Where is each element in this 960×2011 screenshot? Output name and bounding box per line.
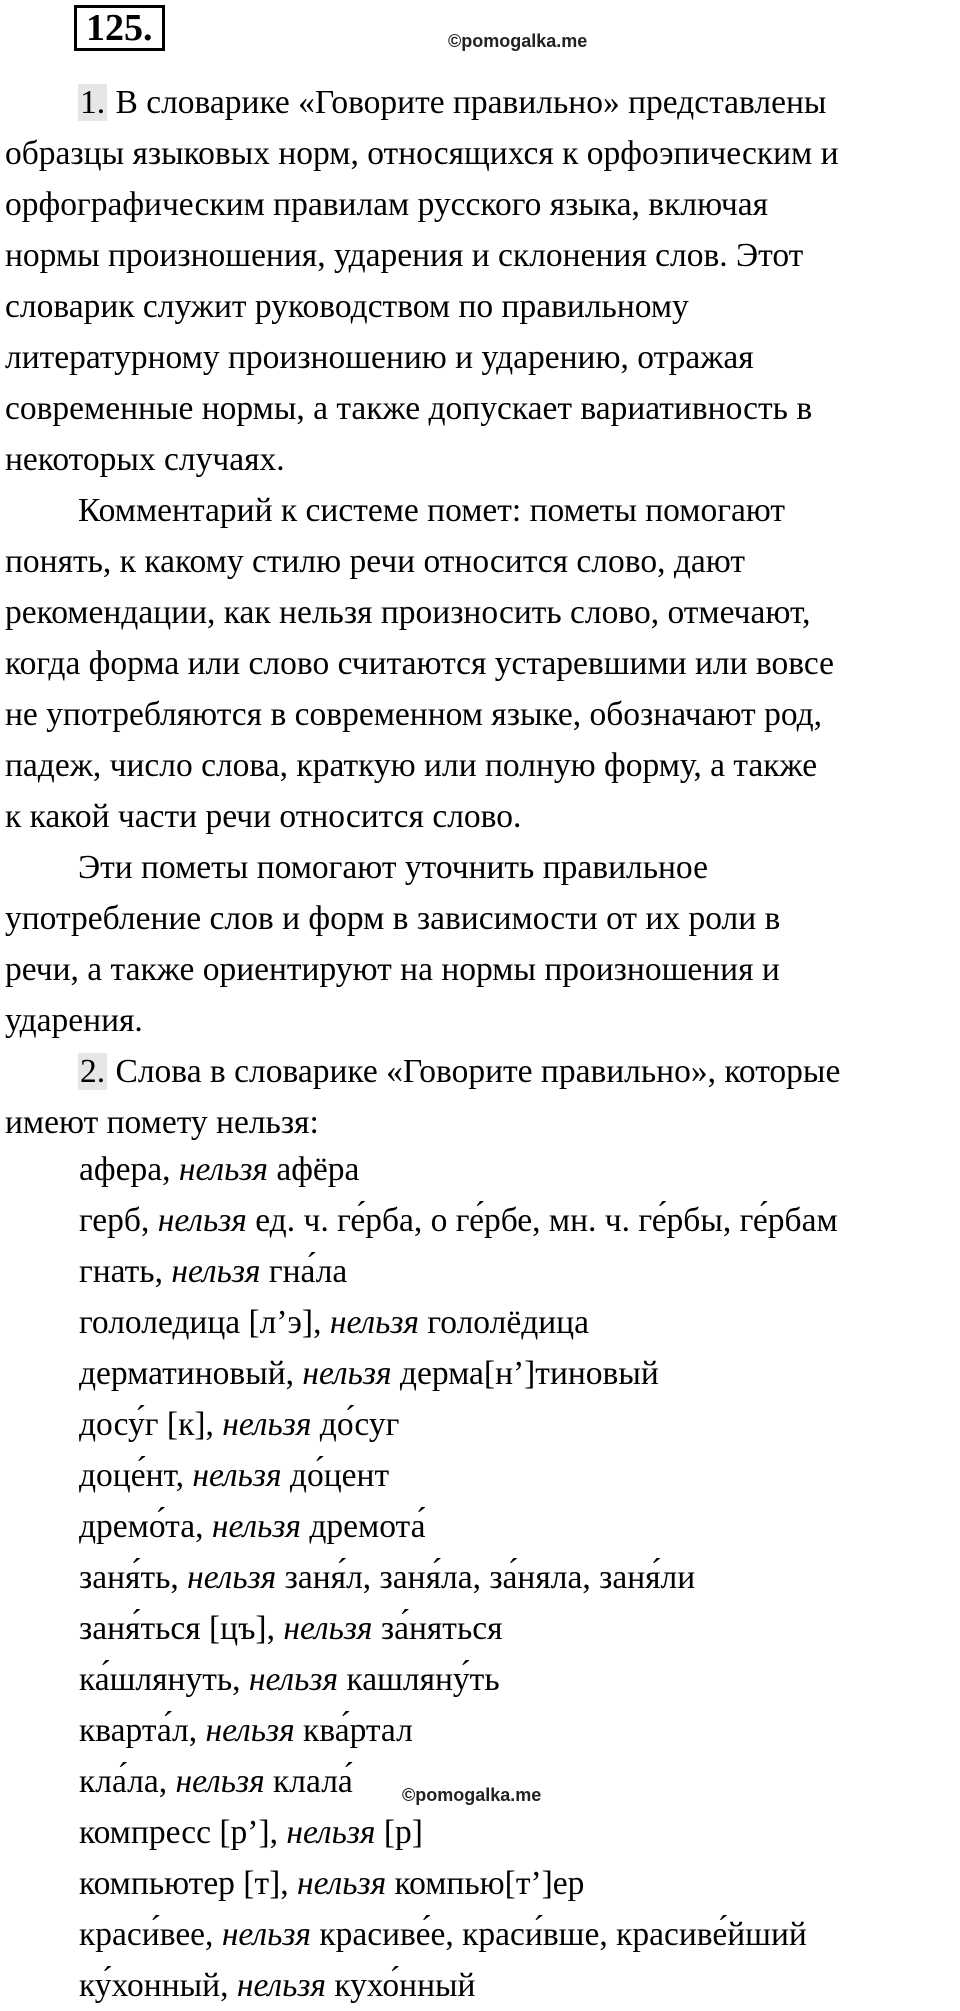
nelzya-label: нельзя xyxy=(171,1253,261,1290)
text-line: 2. Слова в словарике «Говорите правильно», которые xyxy=(80,1053,841,1090)
list-item: заня́ться [цъ], нельзя за́няться xyxy=(79,1610,503,1647)
list-item: герб, нельзя ед. ч. ге́рба, о ге́рбе, мн. ч. ге́рбы, ге́рбам xyxy=(79,1202,838,1239)
text-line: современные нормы, а также допускает вариативность в xyxy=(5,390,813,427)
nelzya-label: нельзя xyxy=(205,1712,295,1749)
text-line: Эти пометы помогают уточнить правильное xyxy=(78,849,708,886)
nelzya-label: нельзя xyxy=(211,1508,301,1545)
exercise-number: 125. xyxy=(74,5,165,51)
nelzya-label: нельзя xyxy=(302,1355,392,1392)
nelzya-label: нельзя xyxy=(221,1916,311,1953)
text-line: падеж, число слова, краткую или полную форму, а также xyxy=(5,747,818,784)
text-line: когда форма или слово считаются устаревшими или вовсе xyxy=(5,645,835,682)
part1-paragraph xyxy=(5,77,957,485)
list-item: заня́ть, нельзя заня́л, заня́ла, за́няла, заня́ли xyxy=(79,1559,696,1596)
text-line: к какой части речи относится слово. xyxy=(5,798,522,835)
list-item: доце́нт, нельзя до́цент xyxy=(79,1457,390,1494)
text-line: 1. В словарике «Говорите правильно» представлены xyxy=(80,84,827,121)
text-line: рекомендации, как нельзя произносить слово, отмечают, xyxy=(5,594,811,631)
text-line: словарик служит руководством по правильному xyxy=(5,288,689,325)
list-item: ка́шлянуть, нельзя кашляну́ть xyxy=(79,1661,500,1698)
text-line: употребление слов и форм в зависимости от их роли в xyxy=(5,900,781,937)
list-item: досу́г [к], нельзя до́суг xyxy=(79,1406,400,1443)
comment-paragraph xyxy=(5,485,957,842)
list-item: ку́хонный, нельзя кухо́нный xyxy=(79,1967,476,2004)
notes-paragraph xyxy=(5,842,957,1046)
watermark-top: ©pomogalka.me xyxy=(448,31,588,51)
nelzya-label: нельзя xyxy=(297,1865,387,1902)
text-line: орфографическим правилам русского языка, включая xyxy=(5,186,768,223)
list-item: кла́ла, нельзя клала́ xyxy=(79,1763,353,1800)
nelzya-label: нельзя xyxy=(248,1661,339,1698)
nelzya-label: нельзя xyxy=(192,1457,282,1494)
text-line: ударения. xyxy=(5,1002,143,1039)
nelzya-label: нельзя xyxy=(175,1763,265,1800)
list-item: дремо́та, нельзя дремота́ xyxy=(79,1508,426,1545)
nelzya-label: нельзя xyxy=(178,1151,268,1188)
nelzya-label: нельзя xyxy=(329,1304,419,1341)
word-list xyxy=(79,1144,838,2011)
nelzya-label: нельзя xyxy=(157,1202,247,1239)
list-item: компьютер [т], нельзя компью[т’]ер xyxy=(79,1865,585,1902)
nelzya-label: нельзя xyxy=(236,1967,326,2004)
nelzya-label: нельзя xyxy=(283,1610,373,1647)
part2-marker: 2. xyxy=(80,1053,106,1090)
text-line: имеют помету нельзя: xyxy=(5,1104,319,1141)
list-item: краси́вее, нельзя красиве́е, краси́вше, красиве́йший xyxy=(79,1916,807,1953)
list-item: гололедица [л’э], нельзя гололёдица xyxy=(79,1304,589,1341)
list-item: кварта́л, нельзя ква́ртал xyxy=(79,1712,413,1749)
part2-paragraph xyxy=(5,1046,957,1148)
text-line: речи, а также ориентируют на нормы произношения и xyxy=(5,951,780,988)
nelzya-label: нельзя xyxy=(222,1406,312,1443)
list-item: афера, нельзя афёра xyxy=(79,1151,360,1188)
nelzya-label: нельзя xyxy=(286,1814,376,1851)
text-line: литературному произношению и ударению, отражая xyxy=(5,339,754,376)
text-line: понять, к какому стилю речи относится слово, дают xyxy=(5,543,745,580)
nelzya-label: нельзя xyxy=(187,1559,277,1596)
text-line: образцы языковых норм, относящихся к орфоэпическим и xyxy=(5,135,839,172)
list-item: дерматиновый, нельзя дерма[н’]тиновый xyxy=(79,1355,659,1392)
text-line: нормы произношения, ударения и склонения слов. Этот xyxy=(5,237,804,274)
list-item: гнать, нельзя гна́ла xyxy=(79,1253,348,1290)
text-line: Комментарий к системе помет: пометы помогают xyxy=(78,492,786,529)
part1-marker: 1. xyxy=(80,84,106,121)
watermark-middle: ©pomogalka.me xyxy=(402,1785,542,1805)
text-line: некоторых случаях. xyxy=(5,441,285,478)
text-line: не употребляются в современном языке, обозначают род, xyxy=(5,696,823,733)
list-item: компресс [р’], нельзя [р] xyxy=(79,1814,423,1851)
